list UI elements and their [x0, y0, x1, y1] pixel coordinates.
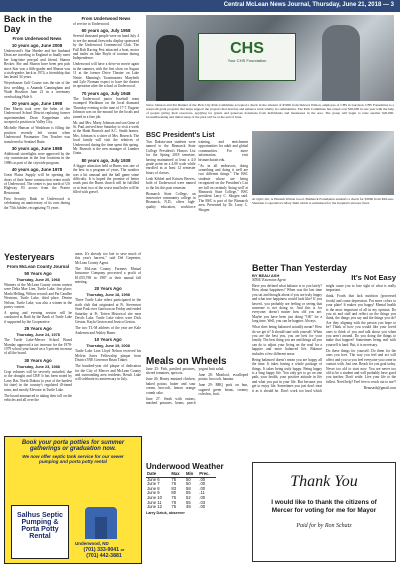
- meals-june27: June 27: Steak with onions, mashed potatoes, beans, peach yogurt fruit salad.: [146, 367, 225, 406]
- porta-potty-icon: [85, 507, 117, 539]
- meals-columns: [146, 367, 248, 405]
- thank-you-paid: Paid for by Ron Schatz: [296, 523, 352, 529]
- better-p3: Being balanced doesn't mean you are happy all the time. It takes having a whole package of things. It takes being truly happy. Being happy is a long happy life. You only get to go on one path, your health, your positive attitude in life and what you put in your life. But because you get to enjoy life. Sometimes you just don't treat it as it should be. Don't work too hard which might cause you to lose sight of what is really important.: [252, 284, 396, 393]
- ya-heading: 50 Years Ago: [24, 271, 52, 276]
- yd-date: Thursday, June 18, 1998: [86, 293, 130, 298]
- ym-body2: The McLean County Farmers Mutual Insurance Company processed a profit of $1,055,769 in 1987 at their annual fall meeting.: [75, 266, 141, 285]
- r70-heading: 70 years ago, July 1948: [81, 90, 131, 96]
- weather-cell: .00: [199, 481, 206, 487]
- weather-cell: .00: [199, 504, 206, 510]
- better-p4: think. Foods that lack nutrition (processed foods) and cause depression. Put more colors to your plate! It makes you happy! Mental health is the most important of all in my opinion. Do you sit and stall and reflect on the things you think, the things you say and the things you do? Are they aligning with the person you hope to be? Think of how you would like your loved ones to think of you and talk about you when you aren't around. Do you doing the things to make that happen? Sometimes being real with yourself is hard. But, it is necessary.: [326, 294, 396, 347]
- back-in-day-source: From Underwood News: [12, 36, 62, 41]
- ya-body: Winners of the McLean County cream contest were Delia Mae Lien, Turtle Lake; first place; Marla Helling, Wilton second; and Pat Candlee Westrom, Turtle Lake, third place. Denise Nelson, Turtle Lake, was also a winner in the poetry contest.: [4, 283, 72, 310]
- yd-body2: The two TL-M athletes of the year are Kale Andersen and Ashley Bauer.: [75, 326, 141, 335]
- weather-cell: 76: [171, 481, 177, 487]
- yesteryears-right: [75, 252, 141, 432]
- yc-heading: 30 Years Ago: [24, 357, 52, 363]
- ad-heading: Book your porta potties for summer gatherings or graduation now.: [21, 440, 125, 452]
- weather-cell: 75: [171, 504, 177, 510]
- person-right: [322, 25, 360, 101]
- r60-heading: 60 years ago, July 1958: [81, 28, 131, 34]
- yesteryears-title: Yesteryears: [4, 252, 55, 262]
- weather-cell: June 11: [147, 499, 162, 505]
- ad-phones: [69, 547, 139, 559]
- ad-phone-or: or: [120, 547, 125, 552]
- y20-body2: Michelle Hanson of Washburn is filling the position recently left vacant when Underwood Postmaster Tim Teucher was transferred to Sentinel Butte.: [4, 126, 70, 144]
- ad-company: Salhus Septic Pumping & Porta Potty Rental: [17, 512, 63, 540]
- meals-on-wheels: [146, 356, 248, 462]
- bsc-columns: [146, 140, 248, 212]
- better-byline-row: [252, 273, 396, 282]
- bsc-article: [146, 131, 248, 351]
- r80-body: A bigger attraction held at Burns was one of the best in a program of years. The weather was a bit unusual and the ball game some difficulty. It is hoped the promise of better roads past the Burns church will be fulfilled or at least two of the worst mud holes will be filled with gravel.: [73, 163, 139, 195]
- weather-row: [146, 505, 216, 510]
- bsc-body: Two Dakota-area students were named to the Bismarck State College President's Honors List for the Spring 2018 semester, having maintained at least a 4.0 grade point on a 4.00 scale while enrolled in at least 12 semester hours of classes.: [146, 140, 196, 175]
- chs-sign: [198, 33, 296, 81]
- weather-col-header: Prec.: [198, 472, 216, 477]
- yb-date: Thursday, June 24, 1978: [16, 333, 60, 338]
- ad-phone1: (701) 333-9041: [83, 547, 120, 553]
- weather-cell: 48: [186, 504, 191, 510]
- better-than-yesterday: [252, 263, 396, 453]
- y10-body: Underwood's Star Hardee and her husband Dean are traveling to England to finally meet her long-time pen-pal and friend, Sharon Becker. She and Sharon have been pen pals since Star was a fifth-grader and Sharon was a sixth-grader, back in 1974, a friendship that has lasted 34 years.: [4, 49, 70, 80]
- weather-cell: .03: [199, 499, 206, 505]
- ad-company-box: [11, 505, 69, 559]
- hospital-caption: At right: Ort, is Hannah Walton Good, Bismarck Foundation student's a check for $3000 from McLean-Sheridan Cooperative's Mary Dahl which is earmarked for the hospital's elevator fund.: [252, 197, 394, 206]
- weather-col-header: Date: [146, 472, 170, 477]
- ye-date: Thursday, June 19, 2008: [86, 344, 130, 349]
- page-header: [0, 0, 400, 12]
- back-in-day-title: Back in the Day: [4, 14, 53, 34]
- weather-cell: June 12: [147, 504, 162, 510]
- chs-sign-sub: Your CHS Foundation: [227, 58, 267, 63]
- weather-cell: 52: [186, 494, 191, 500]
- ad-phone2: (701) 442-3881: [86, 553, 122, 559]
- ad-sub: We now offer septic tank service for our sewer pumping and porta potty rental: [22, 454, 124, 464]
- meals-june29: June 29: BBQ pork on bun, sugared green beans, creamy coleslaw, fruit.: [198, 383, 248, 397]
- weather-cell: 50: [186, 476, 191, 482]
- y20-heading: 20 years ago, June 1998: [11, 101, 63, 107]
- weather-cell: June 9: [147, 490, 160, 496]
- better-byline: BY BEAU ASH: [252, 273, 280, 278]
- meals-june25: June 25: Fish, parslied potatoes, stirred tomatoes, apricots.: [146, 367, 196, 376]
- weather-cell: 58: [186, 485, 191, 491]
- ye-body2: The hundred-year old plaque of dedication for the City of Mercer and McLean County and surrounding area residents. Result Lake will celebrate its anniversary in July.: [75, 364, 141, 382]
- golf-body: Weyerhauser Golf Course was the site of the first wedding, a Amanda Cunningham and Wade Hoselton June 21 in a ceremony overlooking Hole 6.: [4, 81, 70, 99]
- porta-potty-ad: [4, 436, 142, 564]
- better-p5: Do these things for yourself. Do them for the ones you love. The way you feel and act will affect and you so you feel everyone you come in contact with. Just one. Reach for you goal today. Never too old to start now. You are never too old to be a student and will probably have good you teacher. Don't settle. Live your life to the fullest. Need help? Feel free to reach out to me!!: [326, 348, 396, 384]
- hospital-caption-block: [252, 197, 394, 215]
- chs-sign-text: CHS: [230, 40, 264, 57]
- thank-you-body: I would like to thank the citizens of Mercer for voting for me for Mayor: [271, 499, 377, 514]
- y30-heading: 30 years ago, June 1988: [11, 145, 63, 151]
- yb-heading: 25 Years Ago: [24, 326, 52, 332]
- meals-june26: June 26: Honey mustard chicken, baked potato, butter and sour cream, broccoli, lemon orange crumb cake.: [146, 377, 196, 395]
- y40-body: Great Plains Supply will be opening the doors of their home construction center north of Underwood. The center is just north of US Highway 83 across from the Prairie Restaurant.: [4, 173, 70, 195]
- weather-cell: .00: [199, 485, 206, 491]
- better-subtitle: It's Not Easy: [351, 273, 396, 282]
- better-p2: What does being balanced actually mean? How do we get it? It should start with yourself. When you are the best you, you are best for your family. The best thing you are and things all you can do to adjust your living on the road for a happier and more balanced life. Balance includes a few different areas.: [252, 325, 322, 356]
- thank-you-ad: [252, 462, 396, 562]
- weather-col-header: Min: [185, 472, 198, 477]
- yc-body2: The board announced to taking their toll on the vehicles and all over the: [4, 393, 72, 402]
- ye-body: Turtle Lake Lion Lloyd Nelson received his Melvin Jones Fellowship plaque from District 5NE Governor Brian Tinker.: [75, 349, 141, 363]
- better-columns: [252, 284, 396, 393]
- r70-body: The Underwood junior baseball team swamped Washburn on the local diamond Thursday evening to the tune of 17-7. Eugene Johnson was on the mound for the locals and turned in a fine job.: [73, 96, 139, 119]
- yd-body: Three Turtle Lake riders participated in the sixth club that originated at Ft. Stevenson State Park over Garrison on Friday and ended Saturday at Ft. Totten Historical site near Devils Lake. Turtle Lake riders were Dick Geston, Kayla Geston and Jessica Geston.: [75, 298, 141, 325]
- back-in-day-left: [4, 14, 70, 246]
- better-byline2: NDSU Extension Agent: [252, 278, 286, 282]
- weather-cell: June 10: [147, 494, 162, 500]
- bsc-body2: Leah Kibbel and Kristen Beeves, both of Underwood were named to the list this past semester.: [146, 176, 196, 190]
- yb-body: The Turtle Lake-Mercer School Board Monday approved a tax increase for the 1978-1979 school year based on a 5 percent increase of all the board.: [4, 338, 72, 356]
- person-left: [156, 35, 184, 101]
- bsc-body4: "As in all endeavors, doing something and doing it well are two different things." The BSC students whose are being recognized on the President's List are full on certainly 'doing well' at Bismarck State College," BSC president Larry C. Skogen said. The BSC is part of the Bismarck area. Presented by Dr. Larry C. Skogen.: [198, 163, 248, 212]
- weather-col-header: Max: [170, 472, 185, 477]
- weather-cell: 80: [171, 490, 177, 496]
- bsc-body3: Bismarck State College, an innovative community college in Bismarck, N.D., offers high-quality education, workforce training, and enrichment opportunities for adult and global communities. For more information, visit bismarckstate.edu.: [146, 140, 248, 209]
- ym-body: areas. It's already too late to save much of this year's harvest," said Del Carpenter, McLean County Agent.: [75, 252, 141, 265]
- photo-caption: Steve Johnson and Pat Dunkel of the Pick City Park Committee accepted a check in the amount of $5000 from Delores Wilson, employee of CHS in Garrison. CHS Foundation is a nonprofit grant program that helps support the projects that develop and enhance rural vitality in communities. The Park Committee has raised over $95,000 in one year with the help of people giving their resources, applying for grants and generous donations from individuals and businesses in the area. The group will begin to raise another $20,000. Groundbreaking and initial setup of the park will be at the end of June.: [146, 103, 394, 120]
- r60-body2: Underwood will have a drive-in movie again in the summer, with the first show on August 11 at the former Drive Theater on Lake Nettie. Manning's Toastmasters Marybeth and Lyle Norman expect to have the theater in operation after the school at Underwood.: [73, 62, 139, 89]
- weather-cell: June 8: [147, 485, 160, 491]
- weather-table: [146, 472, 216, 510]
- bsc-title: BSC President's List: [146, 132, 215, 139]
- weather-cell: June 7: [147, 481, 160, 487]
- weather-cell: .11: [199, 490, 205, 496]
- yc-body: Crop volumes will be severely curtailed, due to the drought and CRP. It has been noted by Larry Bat, North Dakota (a year of the hardest hit state) in the country's regulated ill-timed rains, and mostly Elevator in Turtle Lake.: [4, 369, 72, 392]
- better-title: Better Than Yesterday: [252, 263, 347, 273]
- hospital-check-photo: [252, 131, 394, 195]
- weather-cell: 55: [186, 499, 191, 505]
- y40-body2: First Security Bank in Underwood is celebrating an anniversary of its own during the 75th Jubilee, recognizing 75 years: [4, 196, 70, 210]
- ya-body2: A spring and evening session will be conducted at Ruth by the Bank of Turtle Lake if supported by the Cooperative.: [4, 311, 72, 324]
- thank-you-heading: Thank You: [290, 473, 358, 490]
- weather-cell: 78: [171, 499, 177, 505]
- weather-credit: Larry Dziuk, observer: [146, 510, 185, 515]
- check-presentation-photo: [146, 15, 394, 101]
- y20-body: Dan Martin took over the helm of the Underwood School District replacing former superintendent Dean Koppelman who accepted a position in Valley City.: [4, 107, 70, 125]
- ye-heading: 10 Years Ago: [94, 337, 122, 343]
- photo-caption-block: [146, 103, 394, 129]
- r-body1: of service to Underwood.: [73, 22, 110, 26]
- y30-body: Additional streetlights were approved by the city commission in the four locations in the 1980s as part of the citywide program.: [4, 151, 70, 165]
- weather-cell: 83: [171, 485, 177, 491]
- weather-cell: .00: [199, 476, 206, 482]
- better-email: Beausash@gmail.com: [363, 385, 396, 390]
- back-in-day-right: [73, 14, 139, 246]
- weather-cell: 75: [171, 476, 177, 482]
- r80-heading: 80 years ago, July 1938: [81, 157, 131, 163]
- yesteryears-source: From McLean County Journal: [7, 264, 69, 269]
- meals-june28: June 28: Meatloaf, escalloped potato, broccoli, banana.: [198, 373, 248, 382]
- r70-body2: Mr. and Mrs. Marty Johnson and son Gene of St. Paul arrived here Saturday to visit a week at the Hank Bruesch and A.C. Smith homes. Mrs. Johnson is a sister of Mrs. Bruesch. The local family will visit the relatives of Underwood during the time spent this spring. Mr. Bruesch is the new manager of Lumber Grain.: [73, 120, 139, 156]
- header-title: Central McLean News Journal, Thursday, June 21, 2018 — 3: [223, 2, 394, 8]
- meals-title: Meals on Wheels: [146, 356, 227, 367]
- weather-cell: .00: [199, 494, 206, 500]
- weather-title: Underwood Weather: [146, 462, 224, 471]
- underwood-weather: [146, 462, 248, 524]
- y10-heading: 10 years ago, June 2008: [11, 43, 63, 48]
- weather-cell: June 6: [147, 476, 160, 482]
- right-source: From Underwood News: [81, 16, 131, 21]
- ad-city: Underwood, ND: [75, 541, 109, 546]
- yc-date: Thursday, June 23, 1988: [16, 364, 60, 369]
- yesteryears-left: [4, 252, 72, 432]
- weather-cell: 50: [186, 481, 191, 487]
- ya-date: Thursday, June 20, 1968: [16, 278, 60, 282]
- better-p1: Have you defined what balance is to you lately? How about happiness? When was the last time you sat and thought about if you are truly happy and what true happiness would look like? If you haven't, you probably are feeling or seeing that someone is not doing so. And this is for everyone; doesn't matter how old you are. Maybe you have been just doing "OK" for a long time. Well, you can be happier. Always.: [252, 284, 322, 324]
- weather-cell: 75: [171, 494, 177, 500]
- r60-body: Several thousand people were on hand July 4 to see the annual fireworks display sponsored by the Underwood Commercial Club. The Fall Raft Racing Fest attracted a boat, motor and trailer on lake Boyle of tourism during Independence.: [73, 34, 139, 61]
- yd-heading: 20 Years Ago: [94, 286, 122, 292]
- weather-cell: 55: [186, 490, 191, 496]
- y40-heading: 40 years ago, June 1978: [11, 167, 63, 173]
